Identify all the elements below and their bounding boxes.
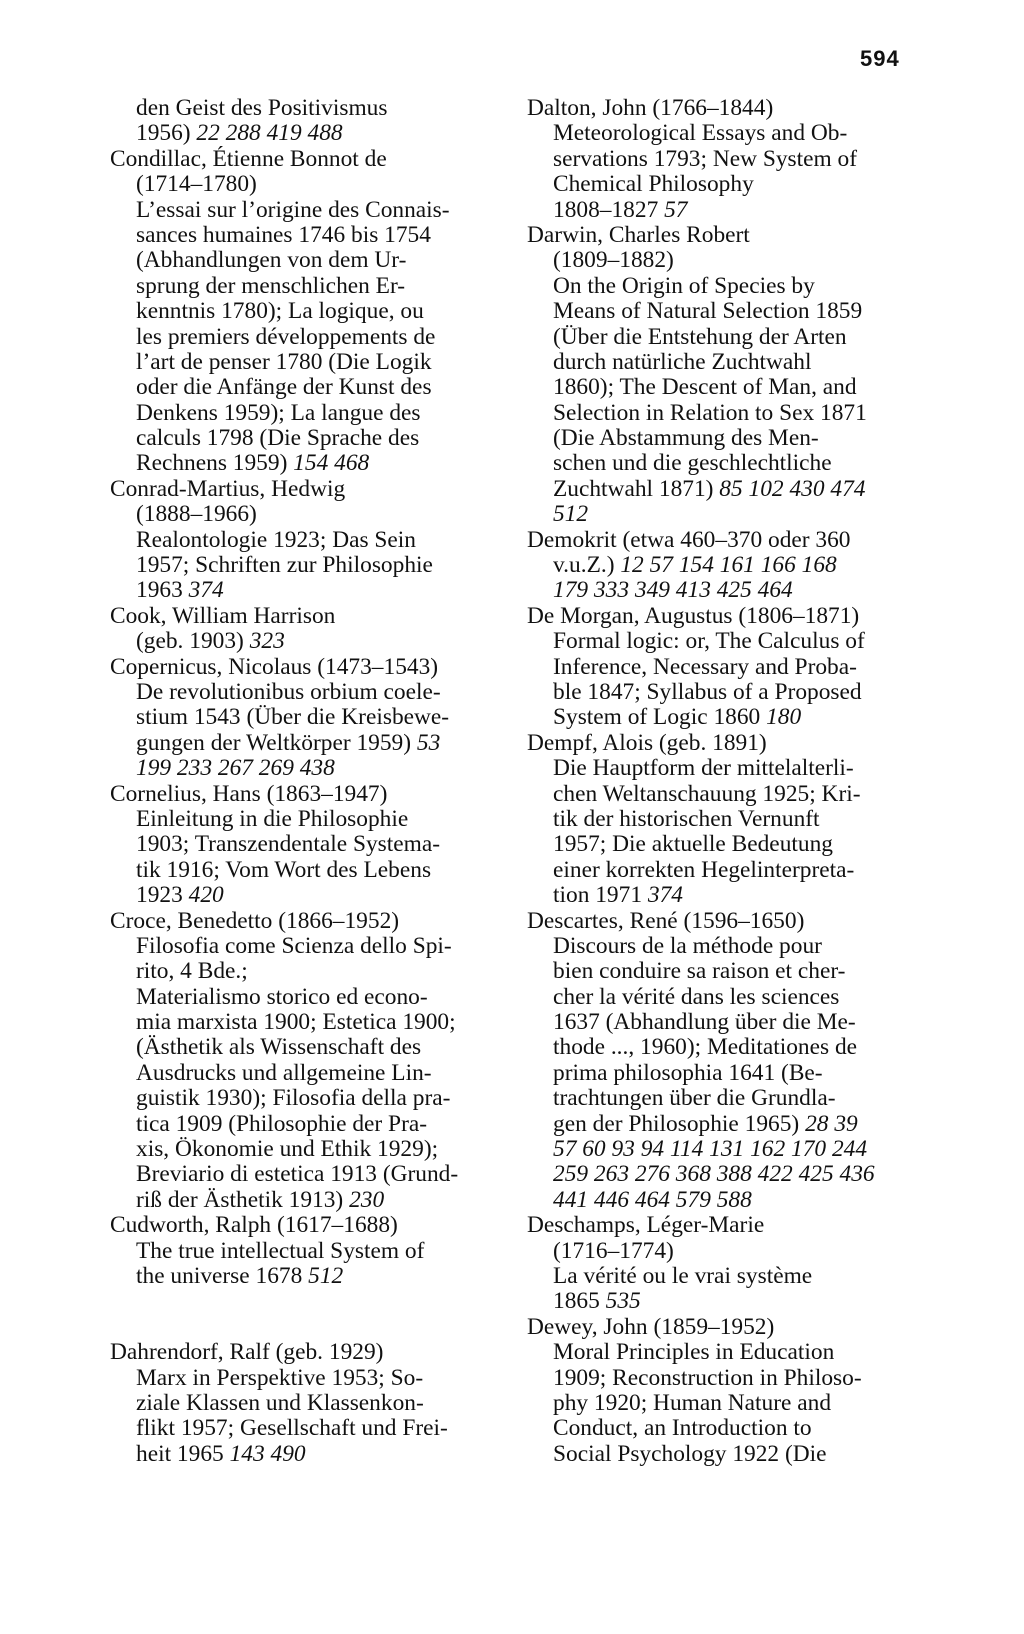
entry-continuation-line	[110, 528, 505, 553]
entry-text: sances humaines 1746 bis 1754	[136, 221, 431, 248]
entry-text: Deschamps, Léger-Marie	[527, 1212, 765, 1239]
entry-continuation-line	[527, 1416, 922, 1441]
entry-continuation-line	[110, 1162, 505, 1187]
entry-continuation-line	[110, 299, 505, 324]
entry-continuation-line	[110, 121, 505, 146]
page-reference-numbers: 374	[647, 882, 683, 909]
entry-continuation-line	[527, 1137, 922, 1162]
entry-continuation-line	[110, 705, 505, 730]
entry-text: guistik 1930); Filosofia della pra-	[136, 1085, 451, 1112]
entry-text: (1809–1882)	[553, 247, 674, 274]
entry-text: Materialismo storico ed econo-	[136, 983, 428, 1010]
entry-continuation-line	[110, 858, 505, 883]
entry-continuation-line	[110, 1112, 505, 1137]
entry-continuation-line	[110, 807, 505, 832]
entry-heading-line	[110, 909, 505, 934]
entry-continuation-line	[110, 426, 505, 451]
entry-text: xis, Ökonomie und Ethik 1929);	[136, 1136, 439, 1163]
entry-text: durch natürliche Zuchtwahl	[553, 348, 812, 375]
entry-text: (1716–1774)	[553, 1237, 674, 1264]
entry-continuation-line	[110, 1366, 505, 1391]
entry-continuation-line	[110, 578, 505, 603]
entry-continuation-line	[110, 198, 505, 223]
entry-continuation-line	[110, 451, 505, 476]
page-reference-numbers: 535	[605, 1288, 641, 1315]
entry-heading-line	[110, 147, 505, 172]
entry-text: (Ästhetik als Wissenschaft des	[136, 1034, 422, 1061]
entry-text: De revolutionibus orbium coele-	[136, 678, 441, 705]
entry-text: stium 1543 (Über die Kreisbewe-	[136, 704, 450, 731]
entry-text: Demokrit (etwa 460–370 oder 360	[527, 526, 851, 553]
entry-text: (Die Abstammung des Men-	[553, 425, 819, 452]
entry-continuation-line	[527, 553, 922, 578]
entry-text: 1956)	[136, 120, 197, 147]
entry-heading-line	[527, 1213, 922, 1238]
entry-continuation-line	[527, 375, 922, 400]
entry-text: 1903; Transzendentale Systema-	[136, 831, 441, 858]
entry-text: 1637 (Abhandlung über die Me-	[553, 1009, 856, 1036]
page-reference-numbers: 230	[349, 1186, 385, 1213]
entry-continuation-line	[527, 325, 922, 350]
entry-text: ble 1847; Syllabus of a Proposed	[553, 678, 862, 705]
entry-continuation-line	[110, 1239, 505, 1264]
entry-continuation-line	[110, 1391, 505, 1416]
page-reference-numbers: 85 102 430 474	[719, 475, 866, 502]
entry-text: Cornelius, Hans (1863–1947)	[110, 780, 388, 807]
entry-continuation-line	[110, 1137, 505, 1162]
entry-text: Die Hauptform der mittelalterli-	[553, 755, 854, 782]
entry-continuation-line	[110, 325, 505, 350]
entry-text: Means of Natural Selection 1859	[553, 298, 863, 325]
entry-text: 1963	[136, 577, 189, 604]
page-reference-numbers: 22 288 419 488	[196, 120, 343, 147]
entry-text: Conrad-Martius, Hedwig	[110, 475, 346, 502]
entry-text: 1909; Reconstruction in Philoso-	[553, 1364, 862, 1391]
entry-continuation-line	[527, 401, 922, 426]
entry-text: Moral Principles in Education	[553, 1339, 835, 1366]
entry-continuation-line	[527, 451, 922, 476]
entry-heading-line	[527, 223, 922, 248]
entry-continuation-line	[110, 1264, 505, 1289]
entry-heading-line	[110, 782, 505, 807]
entry-continuation-line	[527, 1035, 922, 1060]
entry-continuation-line	[110, 1061, 505, 1086]
entry-continuation-line	[527, 147, 922, 172]
entry-text: rito, 4 Bde.;	[136, 958, 248, 985]
entry-text: bien conduire sa raison et cher-	[553, 958, 846, 985]
entry-text: Breviario di estetica 1913 (Grund-	[136, 1161, 459, 1188]
entry-continuation-line	[110, 502, 505, 527]
entry-text: phy 1920; Human Nature and	[553, 1389, 832, 1416]
entry-continuation-line	[527, 502, 922, 527]
entry-continuation-line	[527, 350, 922, 375]
entry-heading-line	[527, 96, 922, 121]
entry-continuation-line	[527, 426, 922, 451]
entry-text: 1808–1827	[553, 196, 665, 223]
entry-continuation-line	[527, 198, 922, 223]
entry-continuation-line	[110, 756, 505, 781]
entry-continuation-line	[527, 756, 922, 781]
entry-text: ziale Klassen und Klassenkon-	[136, 1389, 424, 1416]
entry-continuation-line	[110, 223, 505, 248]
entry-continuation-line	[527, 858, 922, 883]
entry-text: mia marxista 1900; Estetica 1900;	[136, 1009, 456, 1036]
entry-continuation-line	[110, 1442, 505, 1467]
entry-continuation-line	[110, 1086, 505, 1111]
entry-text: Descartes, René (1596–1650)	[527, 907, 805, 934]
entry-text: 1860); The Descent of Man, and	[553, 374, 857, 401]
entry-text: Copernicus, Nicolaus (1473–1543)	[110, 653, 439, 680]
entry-text: tica 1909 (Philosophie der Pra-	[136, 1110, 428, 1137]
blank-line	[110, 1289, 505, 1314]
entry-text: Realontologie 1923; Das Sein	[136, 526, 417, 553]
entry-continuation-line	[110, 1010, 505, 1035]
entry-continuation-line	[110, 629, 505, 654]
page-reference-numbers: 143 490	[229, 1440, 306, 1467]
entry-text: (geb. 1903)	[136, 628, 250, 655]
entry-text: Rechnens 1959)	[136, 450, 294, 477]
entry-heading-line	[110, 1340, 505, 1365]
page-reference-numbers: 180	[766, 704, 802, 731]
entry-text: On the Origin of Species by	[553, 272, 815, 299]
entry-text: Einleitung in die Philosophie	[136, 805, 409, 832]
entry-text: oder die Anfänge der Kunst des	[136, 374, 432, 401]
entry-continuation-line	[527, 1289, 922, 1314]
entry-heading-line	[110, 604, 505, 629]
entry-continuation-line	[110, 350, 505, 375]
page-reference-numbers: 199 233 267 269 438	[136, 755, 335, 782]
entry-text: cher la vérité dans les sciences	[553, 983, 840, 1010]
entry-continuation-line	[527, 578, 922, 603]
entry-text: chen Weltanschauung 1925; Kri-	[553, 780, 861, 807]
entry-continuation-line	[110, 172, 505, 197]
page-reference-numbers: 323	[249, 628, 285, 655]
page-reference-numbers: 420	[188, 882, 224, 909]
entry-text: les premiers développements de	[136, 323, 436, 350]
index-column-right	[527, 96, 922, 1467]
entry-text: Croce, Benedetto (1866–1952)	[110, 907, 400, 934]
entry-continuation-line	[527, 782, 922, 807]
entry-text: Conduct, an Introduction to	[553, 1415, 812, 1442]
entry-text: Inference, Necessary and Proba-	[553, 653, 857, 680]
entry-continuation-line	[110, 731, 505, 756]
page-reference-numbers: 512	[308, 1262, 344, 1289]
entry-continuation-line	[110, 248, 505, 273]
entry-continuation-line	[527, 1112, 922, 1137]
entry-text: (Über die Entstehung der Arten	[553, 323, 847, 350]
entry-continuation-line	[110, 832, 505, 857]
entry-text: (1888–1966)	[136, 501, 257, 528]
page-reference-numbers: 154 468	[293, 450, 370, 477]
index-column-left	[110, 96, 505, 1467]
entry-text: kenntnis 1780); La logique, ou	[136, 298, 424, 325]
entry-continuation-line	[527, 807, 922, 832]
page-reference-numbers: 512	[553, 501, 589, 528]
entry-text: the universe 1678	[136, 1262, 309, 1289]
entry-text: L’essai sur l’origine des Connais-	[136, 196, 450, 223]
entry-continuation-line	[527, 1264, 922, 1289]
page-reference-numbers: 374	[188, 577, 224, 604]
entry-text: thode ..., 1960); Meditationes de	[553, 1034, 858, 1061]
entry-continuation-line	[527, 1162, 922, 1187]
entry-continuation-line	[110, 1035, 505, 1060]
entry-text: tion 1971	[553, 882, 648, 909]
entry-text: prima philosophia 1641 (Be-	[553, 1059, 823, 1086]
entry-text: Darwin, Charles Robert	[527, 221, 750, 248]
entry-heading-line	[110, 655, 505, 680]
entry-continuation-line	[527, 1239, 922, 1264]
page-reference-numbers: 57	[664, 196, 688, 223]
entry-text: Ausdrucks und allgemeine Lin-	[136, 1059, 432, 1086]
entry-heading-line	[527, 1315, 922, 1340]
entry-text: gungen der Weltkörper 1959)	[136, 729, 417, 756]
entry-heading-line	[527, 909, 922, 934]
entry-text: riß der Ästhetik 1913)	[136, 1186, 350, 1213]
entry-text: flikt 1957; Gesellschaft und Frei-	[136, 1415, 448, 1442]
entry-continuation-line	[110, 553, 505, 578]
entry-text: 1923	[136, 882, 189, 909]
entry-text: Selection in Relation to Sex 1871	[553, 399, 867, 426]
entry-continuation-line	[527, 985, 922, 1010]
page-reference-numbers: 179 333 349 413 425 464	[553, 577, 793, 604]
entry-heading-line	[527, 604, 922, 629]
entry-text: Cudworth, Ralph (1617–1688)	[110, 1212, 398, 1239]
entry-continuation-line	[527, 1010, 922, 1035]
entry-text: Dalton, John (1766–1844)	[527, 95, 774, 121]
entry-text: tik der historischen Vernunft	[553, 805, 820, 832]
entry-continuation-line	[527, 1366, 922, 1391]
entry-text: De Morgan, Augustus (1806–1871)	[527, 602, 860, 629]
entry-text: einer korrekten Hegelinterpreta-	[553, 856, 855, 883]
entry-text: System of Logic 1860	[553, 704, 767, 731]
entry-text: Discours de la méthode pour	[553, 932, 822, 959]
entry-text: (1714–1780)	[136, 171, 257, 198]
page-reference-numbers: 441 446 464 579 588	[553, 1186, 752, 1213]
entry-text: Condillac, Étienne Bonnot de	[110, 145, 387, 172]
entry-heading-line	[110, 1213, 505, 1238]
entry-continuation-line	[527, 1340, 922, 1365]
entry-text: heit 1965	[136, 1440, 230, 1467]
page-reference-numbers: 259 263 276 368 388 422 425 436	[553, 1161, 875, 1188]
entry-continuation-line	[527, 1442, 922, 1467]
entry-text: schen und die geschlechtliche	[553, 450, 832, 477]
entry-text: den Geist des Positivismus	[136, 95, 388, 121]
entry-text: v.u.Z.)	[553, 552, 621, 579]
entry-text: l’art de penser 1780 (Die Logik	[136, 348, 432, 375]
entry-continuation-line	[527, 121, 922, 146]
entry-text: trachtungen über die Grundla-	[553, 1085, 836, 1112]
entry-continuation-line	[110, 1188, 505, 1213]
entry-continuation-line	[527, 248, 922, 273]
entry-continuation-line	[110, 274, 505, 299]
entry-continuation-line	[527, 477, 922, 502]
entry-continuation-line	[110, 985, 505, 1010]
entry-continuation-line	[110, 883, 505, 908]
page-number: 594	[860, 46, 900, 71]
entry-text: Marx in Perspektive 1953; So-	[136, 1364, 424, 1391]
entry-text: Social Psychology 1922 (Die	[553, 1440, 827, 1467]
entry-continuation-line	[110, 401, 505, 426]
entry-heading-line	[527, 528, 922, 553]
entry-continuation-line	[110, 934, 505, 959]
entry-text: The true intellectual System of	[136, 1237, 425, 1264]
blank-line	[110, 1315, 505, 1340]
entry-continuation-line	[527, 655, 922, 680]
entry-text: gen der Philosophie 1965)	[553, 1110, 806, 1137]
entry-text: Dempf, Alois (geb. 1891)	[527, 729, 767, 756]
page-reference-numbers: 57 60 93 94 114 131 162 170 244	[553, 1136, 868, 1163]
entry-continuation-line	[110, 959, 505, 984]
entry-text: La vérité ou le vrai système	[553, 1262, 813, 1289]
entry-continuation-line	[527, 299, 922, 324]
entry-text: sprung der menschlichen Er-	[136, 272, 406, 299]
entry-text: tik 1916; Vom Wort des Lebens	[136, 856, 432, 883]
entry-text: calculs 1798 (Die Sprache des	[136, 425, 420, 452]
entry-text: Denkens 1959); La langue des	[136, 399, 421, 426]
entry-continuation-line	[527, 934, 922, 959]
entry-text: 1957; Schriften zur Philosophie	[136, 552, 433, 579]
entry-continuation-line	[527, 959, 922, 984]
entry-continuation-line	[527, 1086, 922, 1111]
entry-continuation-line	[527, 274, 922, 299]
entry-continuation-line	[527, 883, 922, 908]
entry-continuation-line	[527, 1061, 922, 1086]
entry-text: Meteorological Essays and Ob-	[553, 120, 848, 147]
entry-text: Filosofia come Scienza dello Spi-	[136, 932, 452, 959]
entry-continuation-line	[527, 629, 922, 654]
entry-continuation-line	[110, 680, 505, 705]
page-reference-numbers: 12 57 154 161 166 168	[620, 552, 837, 579]
entry-heading-line	[110, 477, 505, 502]
entry-text: Formal logic: or, The Calculus of	[553, 628, 865, 655]
entry-continuation-line	[110, 96, 505, 121]
entry-continuation-line	[527, 680, 922, 705]
entry-text: (Abhandlungen von dem Ur-	[136, 247, 407, 274]
page-reference-numbers: 53	[416, 729, 441, 756]
entry-continuation-line	[110, 1416, 505, 1441]
entry-text: servations 1793; New System of	[553, 145, 858, 172]
entry-continuation-line	[527, 832, 922, 857]
entry-continuation-line	[527, 1391, 922, 1416]
entry-heading-line	[527, 731, 922, 756]
entry-text: Dahrendorf, Ralf (geb. 1929)	[110, 1339, 384, 1366]
entry-text: Cook, William Harrison	[110, 602, 336, 629]
entry-continuation-line	[527, 172, 922, 197]
entry-continuation-line	[527, 1188, 922, 1213]
entry-text: Zuchtwahl 1871)	[553, 475, 720, 502]
entry-text: 1865	[553, 1288, 606, 1315]
entry-continuation-line	[110, 375, 505, 400]
entry-text: 1957; Die aktuelle Bedeutung	[553, 831, 833, 858]
entry-continuation-line	[527, 705, 922, 730]
page-reference-numbers: 28 39	[805, 1110, 858, 1137]
entry-text: Chemical Philosophy	[553, 171, 754, 198]
entry-text: Dewey, John (1859–1952)	[527, 1313, 775, 1340]
